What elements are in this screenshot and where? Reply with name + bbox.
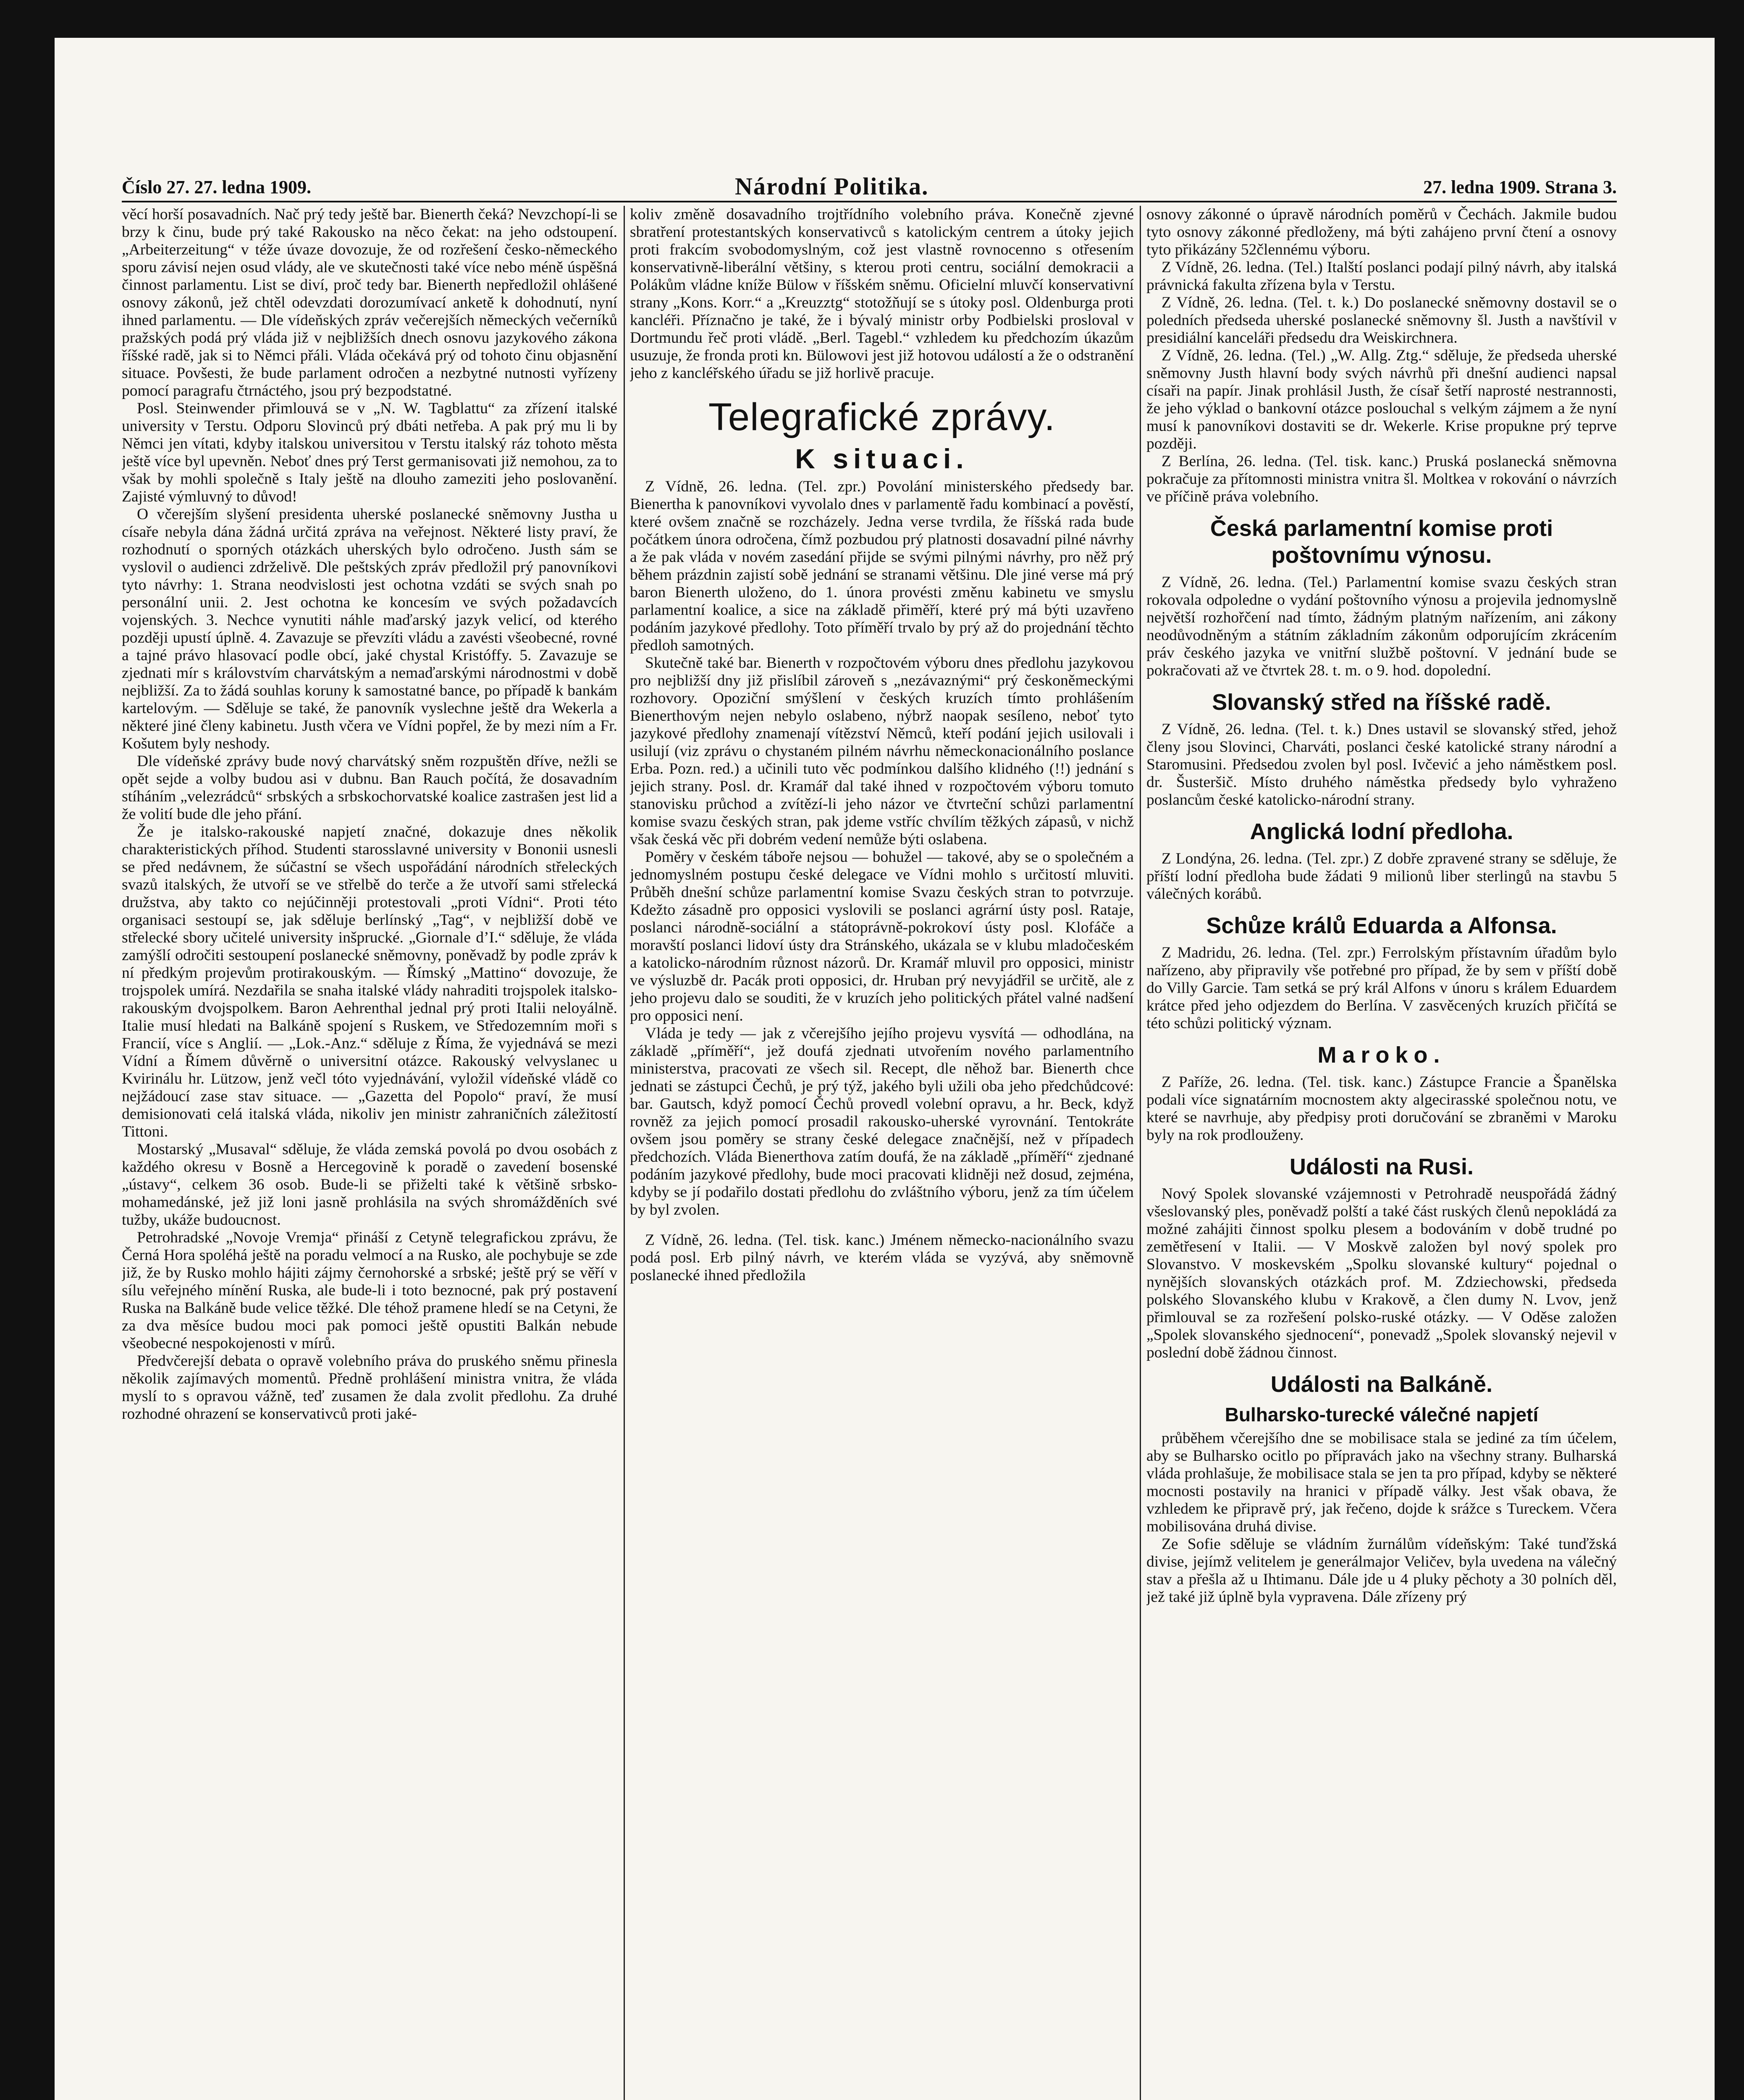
article-paragraph: Z Paříže, 26. ledna. (Tel. tisk. kanc.) Zástupce Francie a Španělska podali více signatárním mocnostem akty algecirasské společnou notu, ve které se navrhuje, aby předpisy proti doručování se zbraněmi v Maroku byly na rok prodlouženy. <box>1146 1074 1617 1144</box>
article-paragraph: Dle vídeňské zprávy bude nový charvátský sněm rozpuštěn dříve, nežli se opět sejde a volby budou asi v dubnu. Ban Rauch počítá, že dosavadním stíháním „velezrádců“ srbských a srbskochorvatské koalice zastrašen jest lid a že volití bude dle jeho přání. <box>122 753 617 823</box>
article-paragraph: Vláda je tedy — jak z včerejšího jejího projevu vysvítá — odhodlána, na základě „příměří“, jež doufá zjednati utvořením nového parlamentního ministerstva, pracovati ze všech sil. Recept, dle něhož bar. Bienerth chce jednati se zástupci Čechů, je prý týž, jakého byli užili oba jeho předchůdcové: bar. Gautsch, když pomocí Čechů provedl volební opravu, a hr. Beck, když rovněž za jejich pomocí prosadil rakousko-uherské vyrovnání. Tentokráte ovšem jsou poměry se strany české delegace značnější, než v případech předchozích. Vláda Bienerthova zatím doufá, že na základě „příměří“ zjednané podáním jazykové předlohy, bude moci pracovati klidněji než dosud, zejména, kdyby se jí podařilo dostati předlohu do zvláštního výboru, jenž za tím účelem by byl zvolen. <box>630 1025 1134 1218</box>
article-paragraph: Že je italsko-rakouské napjetí značné, dokazuje dnes několik charakteristických příhod. Studenti starosslavné university v Bononii usnesli se před nedávnem, že súčastní se všech uspořádání národních střeleckých svazů italských, že utvoří se ve střelbě do terče a že utvoří sami střelecká družstva, aby takto co nejúčinněji protestovali „proti Vídni“. Proti této organisaci sestoupí se, jak sděluje berlínský „Tag“, v nejbližší době ve střelecké sbory učitelé university inšprucké. „Giornale d’I.“ sděluje, že vláda zamýšlí odročiti sestoupení poslanecké sněmovny, poněvadž by podle zpráv k ní předkým projevům protirakouským. — Římský „Mattino“ dovozuje, že trojspolek umírá. Nezdařila se snaha italské vlády nahraditi trojspolek italsko-rakouským dvojspolkem. Baron Aehrenthal jednal prý proti Italii neloyálně. Italie musí hledati na Balkáně spojení s Ruskem, ve Středozemním moři s Francií, více s Anglií. — „Lok.-Anz.“ sděluje z Říma, že vyjednává se mezi Vídní a Římem důvěrně o universitní otázce. Rakouský velvyslanec u Kvirinálu hr. Lützow, jenž večl tóto vyjednávání, vyložil vídeňské vládě co nejžádoucí zase stav situace. — „Gazetta del Popolo“ praví, že musí demisionovati celá italská vláda, nikoliv jen ministr zahraničních záležitostí Tittoni. <box>122 823 617 1140</box>
article-paragraph: Z Londýna, 26. ledna. (Tel. zpr.) Z dobře zpravené strany se sděluje, že příští lodní předloha bude žádati 9 milionů liber sterlingů na stavbu 5 válečných korábů. <box>1146 850 1617 903</box>
article-paragraph: Mostarský „Musaval“ sděluje, že vláda zemská povolá po dvou osobách z každého okresu v Bosně a Hercegovině k poradě o zavedení bosenské „ústavy“, celkem 36 osob. Bude-li se přiželti také k většině srbsko-mohamedánské, jež již loni jasně prohlásila na svých shromážděních své tužby, ukáže budoucnost. <box>122 1141 617 1228</box>
article-paragraph: Poměry v českém táboře nejsou — bohužel — takové, aby se o společném a jednomyslném postupu české delegace ve Vídni mohlo s určitostí mluviti. Průběh dnešní schůze parlamentní komise Svazu českých stran to potvrzuje. Kdežto zásadně pro opposici vyslovili se poslanci agrární ústy posl. Rataje, poslanci národně-sociální a státoprávně-pokrokoví ústy posl. Klofáče a moravští poslanci lidoví ústy dra Stránského, ukázala se v klubu mladočeském a katolicko-národním různost názorů. Dr. Kramář mluvil pro opposici, ministr ve výsluzbě dr. Pacák proti opposici, dr. Hruban prý nevyjádřil se určitě, ale z jeho projevu dalo se souditi, že v kruzích jeho politických přátel valné nadšení pro opposici není. <box>630 848 1134 1024</box>
column-3 <box>1146 206 1617 2100</box>
article-paragraph: věcí horší posavadních. Nač prý tedy ještě bar. Bienerth čeká? Nevzchopí-li se brzy k činu, bude prý také Rakousko na něco čekat: na jeho odstoupení. „Arbeiterzeitung“ v téže úvaze dovozuje, že od rozřešení česko-německého sporu závisí nejen osud vlády, ale ve skutečnosti také více nebo méně úspěšná činnost parlamentu. List se diví, proč tedy bar. Bienerth nepředložil ohlášené osnovy zákonů, jež chtěl odevzdati dorozumívací anketě k dohodnutí, nyní ihned parlamentu. — Dle vídeňských zpráv večerejších německých večerníků pražských podá prý vláda již v nejbližších dnech osnovu jazykového zákona říšské radě, jak si to Němci přáli. Vláda očekává prý od tohoto činu objasnění situace. Povšesti, že bude parlament odročen a nezbytné nutnosti vyřízeny pomocí paragrafu čtrnáctého, jsou prý bezpodstatné. <box>122 206 617 399</box>
article-paragraph: O včerejším slyšení presidenta uherské poslanecké sněmovny Justha u císaře nebyla dána žádná určitá zpráva na veřejnost. Některé listy praví, že rozhodnutí o sporných otázkách uherských bylo odročeno. Justh sám se vyslovil o audienci zdrželivě. Dle peštských zpráv předložil prý panovníkovi tyto návrhy: 1. Strana neodvislosti jest ochotna vzdáti se svých snah po personální unii. 2. Jest ochotna ke koncesím ve svých požadavcích vojenských. 3. Nechce vynutiti náhle maďarský jazyk velicí, od kterého později upustí úplně. 4. Zavazuje se převzíti vládu a zavésti všeobecné, rovné a tajné právo hlasovací podle obcí, jaké chystal Kristóffy. 5. Zavazuje se zjednati mír s královstvím charvátským a nemaďarskými národnostmi v době nejbližší. Za to žádá souhlas koruny k samostatné bance, po případě k bankám kartelovým. — Sděluje se také, že panovník vyslechne ještě dra Wekerla a některé jiné členy kabinetu. Justh včera ve Vídni popřel, že by mezi ním a Fr. Košutem byly neshody. <box>122 506 617 752</box>
subheading-situation: K situaci. <box>795 443 969 474</box>
article-paragraph: Z Vídně, 26. ledna. (Tel.) Parlamentní komise svazu českých stran rokovala odpoledne o vydání poštovního výnosu a projevila jednomyslně největší rozhořčení nad tímto, žádným platným nařízením, ani zákony neodůvodněným a státním základním zákonům odporujícím zkrácením práv českého jazyka ve vnitřní službě poštovní. V jednání bude se pokračovati až ve čtvrtek 28. t. m. o 9. hod. dopolední. <box>1146 574 1617 679</box>
issue-number: Číslo 27. 27. ledna 1909. <box>122 177 312 197</box>
scan-border-left <box>0 0 55 2100</box>
article-paragraph: Z Vídně, 26. ledna. (Tel.) „W. Allg. Ztg.“ sděluje, že předseda uherské sněmovny Justh hlavní body svých návrhů při dnešní audienci napsal císaři na papír. Jinak prohlásil Justh, že císař šetří naprosté nestrannosti, že jeho výklad o bankovní otázce poslouchal s velkým zájmem a že nyní musí k panovníkovi dostaviti se dr. Wekerle. Krise propukne prý teprve později. <box>1146 347 1617 452</box>
article-paragraph: Z Vídně, 26. ledna. (Tel. t. k.) Do poslanecké sněmovny dostavil se o poledních předseda uherské poslanecké sněmovny šl. Justh a navštívil v presidiální kanceláři předsedu dra Weiskirchnera. <box>1146 294 1617 346</box>
article-paragraph: Ze Sofie sděluje se vládním žurnálům vídeňským: Také tunďžská divise, jejímž velitelem je generálmajor Veličev, byla uvedena na válečný stav a přešla až u Ihtimanu. Dále jde u 4 pluky pěchoty a 30 polních děl, jež také již úplně byla vypravena. Dále zřízeny prý <box>1146 1536 1617 1606</box>
heading-english-navy: Anglická lodní předloha. <box>1250 819 1513 844</box>
article-paragraph: Z Vídně, 26. ledna. (Tel. tisk. kanc.) Jménem německo-nacionálního svazu podá posl. Erb pilný návrh, ve kterém vláda se vyzývá, aby sněmovně poslanecké ihned předložila <box>630 1231 1134 1284</box>
article-paragraph: průběhem včerejšího dne se mobilisace stala se jediné za tím účelem, aby se Bulharsko ocitlo po přípravách jako na všechny strany. Bulharská vláda prohlašuje, že mobilisace stala se jen ta pro případ, kdyby se některé mocnosti postavily na hranici v případě války. Jest však obava, že vzhledem ke připravě prý, jak řečeno, dojde k srážce s Tureckem. Včera mobilisována druhá divise. <box>1146 1430 1617 1535</box>
header-rule <box>122 201 1617 202</box>
section-heading-telegrams: Telegrafické zprávy. <box>708 396 1056 438</box>
article-paragraph: Z Berlína, 26. ledna. (Tel. tisk. kanc.) Pruská poslanecká sněmovna pokračuje za přítomnosti ministra vnitra šl. Moltkea v rokování o návrzích ve příčině práva volebního. <box>1146 453 1617 505</box>
heading-slavic-center: Slovanský střed na říšské radě. <box>1212 690 1551 715</box>
masthead-title: Národní Politika. <box>735 173 929 200</box>
page-date-and-number: 27. ledna 1909. Strana 3. <box>1423 177 1617 197</box>
column-2 <box>630 206 1134 2100</box>
article-paragraph: Skutečně také bar. Bienerth v rozpočtovém výboru dnes předlohu jazykovou pro nejbližší dny již přislíbil zároveň s „nezávaznými“ prý českoněmeckými rozhovory. Opoziční smýšlení v českých kruzích tímto prohlášením Bienerthovým nejen nebylo oslabeno, nýbrž naopak sesíleno, neboť tyto jazykové předlohy znamenají vítězství Němců, kteří podání jejich usilovali i usilují (viz zprávu o chystaném pilném návrhu německonacionálního poslance Erba. Pozn. red.) a učinili tuto věc podmínkou dalšího klidného (!!) jednání s jejich strany. Posl. dr. Kramář dal také ihned v rozpočtovém výboru tomuto stanovisku průchod a zvítězí-li jeho názor ve čtvrteční schůzi parlamentní komise svazu českých stran, pak jdeme vstříc chvílím těžkých zápasů, v nichž však česká věc při dobrém vedení nemůže býti oslabena. <box>630 654 1134 848</box>
article-paragraph: Z Vídně, 26. ledna. (Tel. t. k.) Dnes ustavil se slovanský střed, jehož členy jsou Slovinci, Charváti, poslanci české katolické strany národní a Staromusini. Předsedou zvolen byl posl. Ivčević a jeho náměstkem posl. dr. Šusteršič. Místo druhého náměstka předsedy bylo vyhraženo poslancům české katolicko-národní strany. <box>1146 721 1617 808</box>
article-paragraph: Posl. Steinwender přimlouvá se v „N. W. Tagblattu“ za zřízení italské university v Terstu. Odporu Slovinců prý dbáti netřeba. A pak prý mu li by Němci jen vítati, kdyby italskou universitou v Terstu italský ráz tohoto města ještě více byl upevněn. Neboť dnes prý Terst germanisovati již nemohou, za to však by mohli společně s Italy ještě na dlouho zameziti jeho poslovanění. Zajisté výmluvný to důvod! <box>122 400 617 505</box>
page-header <box>122 172 1617 202</box>
column-divider-1 <box>624 206 625 2100</box>
subheading-bulgarian-turkish-tension: Bulharsko-turecké válečné napjetí <box>1225 1404 1539 1425</box>
article-paragraph: Nový Spolek slovanské vzájemnosti v Petrohradě neuspořádá žádný všeslovanský ples, poněvadž polští a také část ruských členů nepokládá za možné zahájiti činnost spolku plesem a bodováním v době trudné po zemětřesení v Italii. — V Moskvě založen byl nový spolek pro Slovanstvo. V moskevském „Spolku slovanské kultury“ pojednal o nynějších slovanských otázkách prof. M. Zdziechowski, předseda polského Slovanského klubu v Krakově, a člen dumy N. Lvov, jenž přimlouval se za rozřešení polsko-ruské otázky. — V Oděse založen „Spolek slovanského sjednocení“, ponevadž „Spolek slovanský nejevil v poslední době žádnou činnost. <box>1146 1185 1617 1361</box>
heading-balkan-events: Události na Balkáně. <box>1270 1372 1493 1397</box>
article-paragraph: osnovy zákonné o úpravě národních poměrů v Čechách. Jakmile budou tyto osnovy zákonné předloženy, má býti zahájeno první čtení a osnovy tyto přikázány 52člennému výboru. <box>1146 206 1617 258</box>
article-paragraph: Z Vídně, 26. ledna. (Tel. zpr.) Povolání ministerského předsedy bar. Bienertha k panovníkovi vyvolalo dnes v parlamentě řadu kombinací a pověstí, které ovšem značně se rozcházely. Jedna verse tvrdila, že říšská rada bude počátkem února odročena, čímž pozbudou prý platnosti dosavadní pilné návrhy a že pak vláda v novém zasedání přijde se svými pilnými návrhy, pro něž prý během prázdnin zajistí sobě jednání se stranami většinu. Dle jiné verse má prý baron Bienerth uloženo, do 1. února provésti změnu kabinetu ve smyslu parlamentní koalice, a sice na základě přiměří, které prý má býti uzavřeno podáním jazykové předlohy. Toto příměří trvalo by prý až do projednání těchto předloh samotných. <box>630 478 1134 654</box>
article-paragraph: Z Madridu, 26. ledna. (Tel. zpr.) Ferrolským přístavním úřadům bylo nařízeno, aby připravily vše potřebné pro případ, že by sem v příští době do Villy Garcie. Tam setká se prý král Alfons v únoru s králem Eduardem krátce před jeho odjezdem do Berlína. V zasvěcených kruzích přičítá se této schůzi politický význam. <box>1146 944 1617 1032</box>
heading-russia-events: Události na Rusi. <box>1289 1154 1474 1179</box>
column-divider-2 <box>1140 206 1141 2100</box>
article-paragraph: Petrohradské „Novoje Vremja“ přináší z Cetyně telegrafickou zprávu, že Černá Hora spoléhá ještě na poradu velmocí a na Rusko, ale pochybuje se zde již, že by Rusko mohlo hájiti zájmy černohorské a srbské; ještě prý se věří v sílu veřejného mínění Ruska, ale bude-li i toto beznocné, pak prý postavení Ruska na Balkáně bude velice těžké. Dle téhož pramene hledí se na Cetyni, že za dva měsíce budou moci pak pomoci ještě opustiti Balkán nebude všeobecné nespokojenosti v mírů. <box>122 1229 617 1352</box>
article-paragraph: koliv změně dosavadního trojtřídního volebního práva. Konečně zjevné sbratření protestantských konservativců s katolickým centrem a útoky jejich proti frakcím svobodomyslným, což jest vlastně rovnocenno s otřesením konservativně-liberální většiny, s kterou proti centru, sociální demokracii a Polákům vládne kníže Bülow v říšském sněmu. Oficielní mluvčí konservativní strany „Kons. Korr.“ a „Kreuzztg“ stotožňují se s útoky posl. Oldenburga proti kancléři. Příznačno je také, že i bývalý ministr orby Podbielski prosloval v Dortmundu řeč proti vládě. „Berl. Tagebl.“ vzhledem ku předchozím úkazům usuzuje, že fronda proti kn. Bülowovi jest již hotovou událostí a že o odstranění jeho z kancléřského úřadu se již horlivě pracuje. <box>630 206 1134 382</box>
article-paragraph: Předvčerejší debata o opravě volebního práva do pruského sněmu přinesla několik zajímavých momentů. Předně prohlášení ministra vnitra, že vláda myslí to s opravou vážně, teď zusamen že dala zvolit předlohu. Za druhé rozhodné ohrazení se konservativců proti jaké- <box>122 1352 617 1423</box>
article-paragraph: Z Vídně, 26. ledna. (Tel.) Italští poslanci podají pilný návrh, aby italská právnická fakulta zřízena byla v Terstu. <box>1146 259 1617 294</box>
scan-border-top <box>0 0 1744 38</box>
scan-border-right <box>1715 0 1744 2100</box>
heading-morocco: Maroko. <box>1317 1042 1446 1068</box>
column-1 <box>122 206 617 2100</box>
heading-postal-decree: Česká parlamentní komise proti poštovnímu výnosu. <box>1210 516 1553 568</box>
heading-kings-meeting: Schůze králů Eduarda a Alfonsa. <box>1206 913 1557 938</box>
